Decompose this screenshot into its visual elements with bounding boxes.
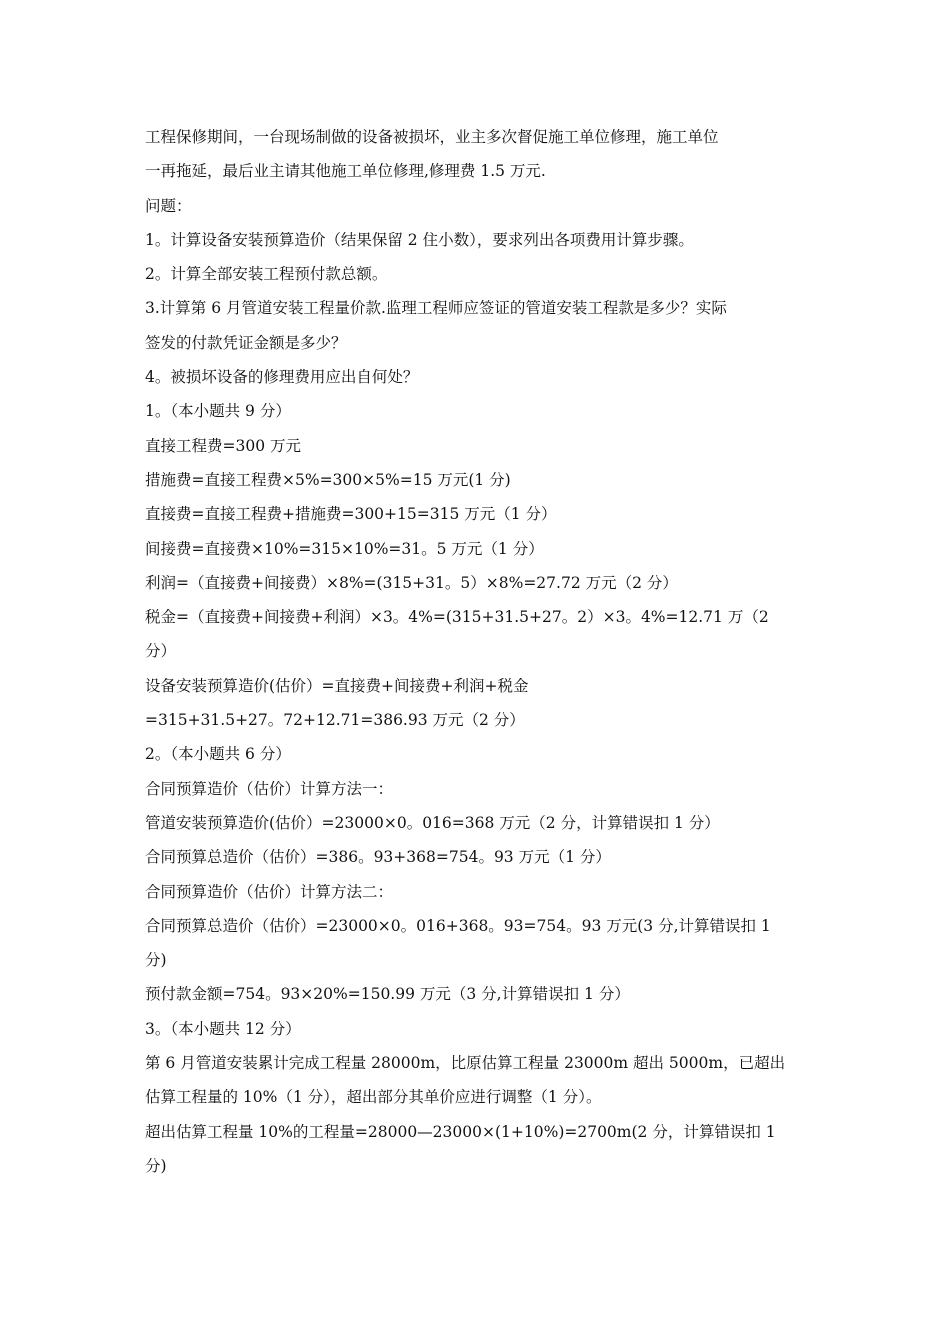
text-line: 估算工程量的 10%（1 分），超出部分其单价应进行调整（1 分）。 <box>145 1088 602 1107</box>
answer-heading: 1。（本小题共 9 分） <box>145 402 291 421</box>
document-body <box>145 124 805 1187</box>
text-line: 工程保修期间，一台现场制做的设备被损坏，业主多次督促施工单位修理，施工单位 <box>145 128 719 146</box>
text-line: 一再拖延，最后业主请其他施工单位修理,修理费 1.5 万元. <box>145 162 546 181</box>
text-line: 合同预算总造价（估价）=23000×0。016+368。93=754。93 万元(3 分,计算错误扣 1 <box>145 916 771 935</box>
text-line: =315+31.5+27。72+12.71=386.93 万元（2 分） <box>145 711 525 730</box>
text-line: 利润=（直接费+间接费）×8%=(315+31。5）×8%=27.72 万元（2 分） <box>145 573 678 592</box>
text-line: 预付款金额=754。93×20%=150.99 万元（3 分,计算错误扣 1 分） <box>145 985 630 1004</box>
answer-heading: 3。（本小题共 12 分） <box>145 1019 301 1038</box>
text-line: 管道安装预算造价(估价）=23000×0。016=368 万元（2 分，计算错误扣 1 分） <box>145 813 720 832</box>
text-line: 设备安装预算造价(估价）=直接费+间接费+利润+税金 <box>145 676 529 695</box>
question-item: 4。被损坏设备的修理费用应出自何处？ <box>145 368 419 387</box>
question-item: 1。计算设备安装预算造价（结果保留 2 住小数），要求列出各项费用计算步骤。 <box>145 230 694 249</box>
text-line: 分） <box>145 642 177 661</box>
question-item: 3.计算第 6 月管道安装工程量价款.监理工程师应签证的管道安装工程款是多少？实际 <box>145 299 727 318</box>
text-line: 超出估算工程量 10%的工程量=28000—23000×(1+10%)=2700m(2 分，计算错误扣 1 <box>145 1122 776 1141</box>
text-line: 签发的付款凭证金额是多少？ <box>145 333 347 352</box>
text-line: 合同预算总造价（估价）=386。93+368=754。93 万元（1 分） <box>145 848 611 867</box>
text-line: 分) <box>145 1156 167 1175</box>
text-line: 分) <box>145 951 167 970</box>
text-line: 合同预算造价（估价）计算方法一： <box>145 779 394 798</box>
text-line: 第 6 月管道安装累计完成工程量 28000m，比原估算工程量 23000m 超出 5000m，已超出 <box>145 1054 786 1073</box>
answer-heading: 2。（本小题共 6 分） <box>145 745 291 764</box>
text-line: 税金=（直接费+间接费+利润）×3。4%=(315+31.5+27。2）×3。4%=12.71 万（2 <box>145 608 769 627</box>
text-line: 直接工程费=300 万元 <box>145 436 301 455</box>
question-item: 2。计算全部安装工程预付款总额。 <box>145 265 388 284</box>
section-heading: 问题： <box>145 196 192 215</box>
text-line: 合同预算造价（估价）计算方法二： <box>145 882 394 901</box>
text-line: 间接费=直接费×10%=315×10%=31。5 万元（1 分） <box>145 539 544 558</box>
text-line: 直接费=直接工程费+措施费=300+15=315 万元（1 分） <box>145 505 557 524</box>
text-line: 措施费=直接工程费×5%=300×5%=15 万元(1 分) <box>145 470 511 489</box>
